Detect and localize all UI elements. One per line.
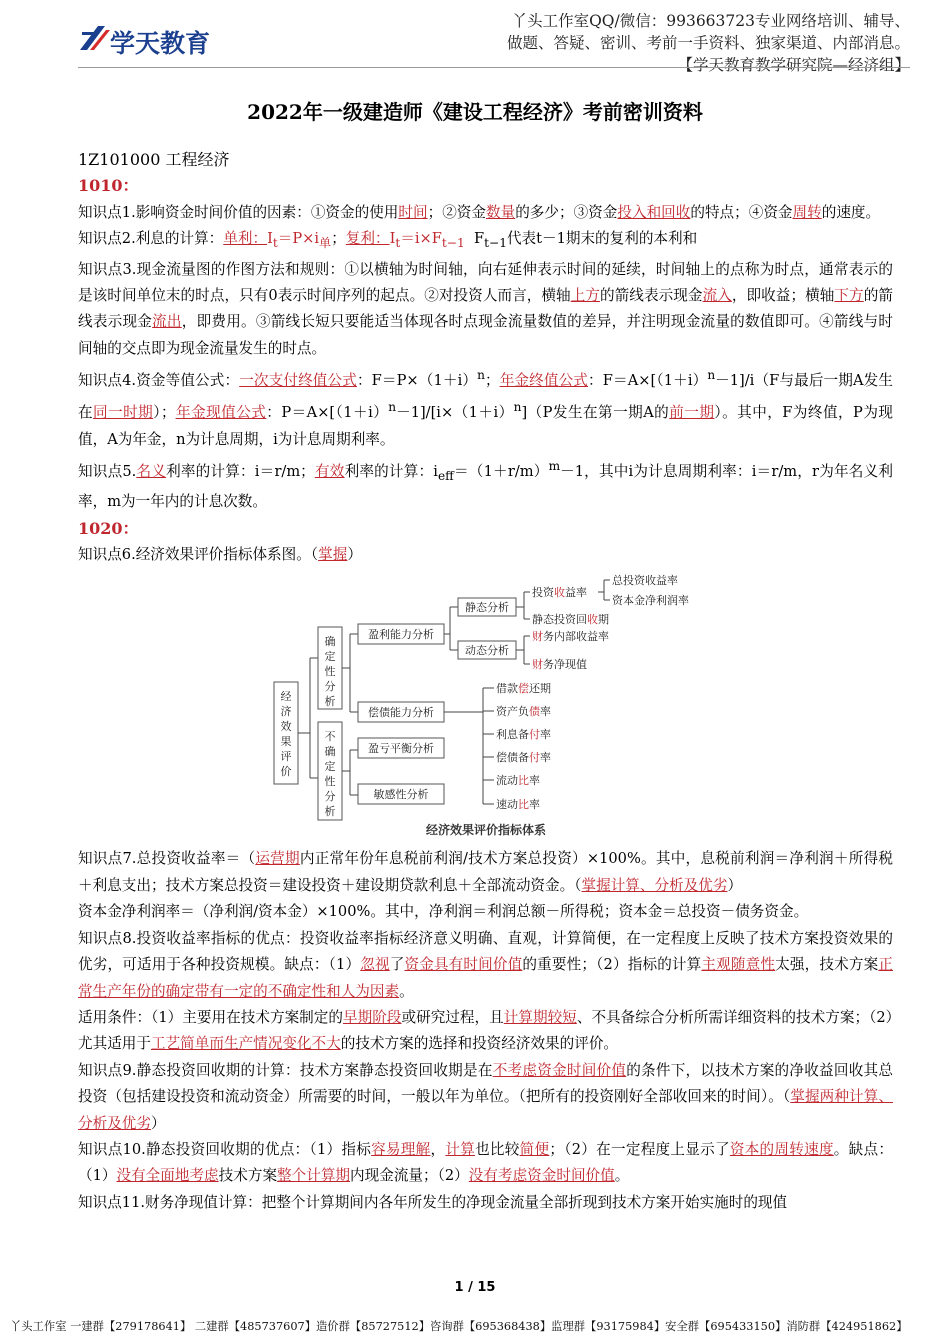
debt-coverage-label: 偿债备付率 [496,751,551,765]
root-label [281,690,292,778]
roi-label: 投资收益率 [532,586,587,600]
svg-text:确: 确 [324,635,336,649]
diagram-caption: 经济效果评价指标体系 [425,823,547,838]
sensitivity-label: 敏感性分析 [373,788,429,802]
svg-text:性: 性 [324,665,336,679]
svg-text:分: 分 [324,790,336,804]
svg-text:评: 评 [280,750,292,764]
knowledge-point-7: 知识点7.总投资收益率＝（运营期内正常年份年息税前利润/技术方案总投资）×100%。其中，息税前利润＝净利润＋所得税＋利息支出；技术方案总投资＝建设投资＋建设期贷款利息＋全部流动资金。（掌握计算、分析及优劣） [78,850,893,894]
knowledge-point-7-roe: 资本金净利润率＝（净利润/资本金）×100%。其中，净利润＝利润总额－所得税；资本金＝总投资－债务资金。 [78,903,809,921]
undeterminate-label [325,730,336,818]
header-line-1: 丫头工作室QQ/微信：993663723专业网络培训、辅导、 [511,12,910,30]
knowledge-point-1: 知识点1.影响资金时间价值的因素：①资金的使用时间；②资金数量的多少；③资金投入和回收的特点；④资金周转的速度。 [78,203,881,221]
knowledge-point-9: 知识点9.静态投资回收期的计算：技术方案静态投资回收期是在不考虑资金时间价值的条件下，以技术方案的净收益回收其总投资（包括建设投资和流动资金）所需要的时间，一般以年为单位。（把所有的投资刚好全部收回来的时间）。（掌握两种计算、分析及优劣） [78,1061,893,1132]
quick-ratio-label: 速动比率 [496,798,540,812]
knowledge-point-8-conditions: 适用条件：（1）主要用在技术方案制定的早期阶段或研究过程，且计算期较短、不具备综合分析所需详细资料的技术方案；（2）尤其适用于工艺简单而生产情况变化不大的技术方案的选择和投资经济效果的评价。 [78,1008,893,1053]
knowledge-point-3: 知识点3.现金流量图的作图方法和规则：①以横轴为时间轴，向右延伸表示时间的延续，时间轴上的点称为时点，通常表示的是该时间单位末的时点，只有0表示时间序列的起点。②对投资人而言，横轴上方的箭线表示现金流入，即收益；横轴下方的箭线表示现金流出，即费用。③箭线长短只要能适当体现各时点现金流量数值的差异，并注明现金流量的数值即可。④箭线与时间轴的交点即为现金流量发生的时点。 [78,260,893,357]
roi-total-label: 总投资收益率 [612,574,678,588]
debt-ratio-label: 资产负债率 [496,705,551,719]
footer-groups: 丫头工作室 一建群【279178641】 二建群【485737607】造价群【85727512】咨询群【695368438】监理群【93175984】安全群【695433150】消防群【424951862】 [10,1320,908,1333]
document-body [78,147,893,1216]
loan-label: 借款偿还期 [496,682,551,696]
svg-text:效: 效 [280,720,292,734]
header-divider [78,67,910,68]
profit-label: 盈利能力分析 [368,628,434,642]
dynamic-label: 动态分析 [465,644,509,658]
npv-label: 财务净现值 [532,658,587,672]
knowledge-point-11: 知识点11.财务净现值计算：把整个计算期间内各年所发生的净现金流量全部折现到技术方案开始实施时的现值 [78,1193,788,1211]
svg-text:析: 析 [324,805,336,819]
svg-text:经: 经 [280,690,292,704]
logo [78,20,238,60]
svg-text:不: 不 [324,730,336,744]
payback-label: 静态投资回收期 [532,613,609,627]
logo-text: 学天教育 [110,29,211,58]
svg-text:析: 析 [324,695,336,709]
interest-coverage-label: 利息备付率 [496,728,551,742]
logo-mark-icon [78,20,112,54]
subsection-1010: 1010： [78,176,139,196]
current-ratio-label: 流动比率 [496,774,540,788]
header-line-3: 【学天教育教学研究院—经济组】 [677,56,910,74]
knowledge-point-8: 知识点8.投资收益率指标的优点：投资收益率指标经济意义明确、直观，计算简便，在一定程度上反映了技术方案投资效果的优劣，可适用于各种投资规模。缺点：（1）忽视了资金具有时间价值的重要性；（2）指标的计算主观随意性太强，技术方案正常生产年份的确定带有一定的不确定性和人为因素。 [78,929,893,1000]
knowledge-point-2: 知识点2.利息的计算：单利：$I_t=P\times i_单$；复利：$I_t=i\times F_{t-1}$ $F_{t-1}$代表t－1期末的复利的本利和 [78,230,698,251]
irr-label: 财务内部收益率 [532,630,609,644]
svg-text:确: 确 [324,745,336,759]
knowledge-point-10: 知识点10.静态投资回收期的优点：（1）指标容易理解，计算也比较简便；（2）在一定程度上显示了资本的周转速度。缺点：（1）没有全面地考虑技术方案整个计算期内现金流量；（2）没有考虑资金时间价值。 [78,1140,893,1185]
page-number: 1 / 15 [454,1280,496,1295]
breakeven-label: 盈亏平衡分析 [368,742,434,756]
document-title: 2022年一级建造师《建设工程经济》考前密训资料 [247,100,703,124]
svg-text:分: 分 [324,680,336,694]
subsection-1020: 1020： [78,518,139,538]
static-label: 静态分析 [465,601,509,615]
svg-text:性: 性 [324,775,336,789]
solvency-label: 偿债能力分析 [368,706,434,720]
knowledge-point-5: 知识点5.名义利率的计算：i＝r/m；有效利率的计算：$i_{eff}=(1+r/m)^m-1$，其中i为计息周期利率：i＝r/m，r为年名义利率，m为一年内的计息次数。 [78,459,893,511]
svg-text:定: 定 [324,760,336,774]
knowledge-point-4: 知识点4.资金等值公式：一次支付终值公式：$F=P\times(1+i)^n$；年金终值公式：$F=A\times[(1+i)^n-1]/i(F$与最后一期A发生在同一时期）；年金现值公式：$P=A\times[(1+i)^n-1]/[i\times(1+i)^n](P$发生在第一期A的前一期）。其中，F为终值，P为现值，A为年金，n为计息周期，i为计息周期利率。 [78,368,893,448]
section-code: 1Z101000 工程经济 [78,150,230,169]
roe-label: 资本金净利润率 [612,594,689,608]
svg-text:价: 价 [280,765,292,779]
header-line-2: 做题、答疑、密训、考前一手资料、独家渠道、内部消息。 [506,34,910,52]
svg-text:济: 济 [280,705,292,719]
svg-text:果: 果 [280,735,292,749]
knowledge-point-6: 知识点6.经济效果评价指标体系图。（掌握） [78,546,362,564]
evaluation-index-diagram [78,572,893,842]
svg-text:定: 定 [324,650,336,664]
determinate-label [325,634,336,708]
